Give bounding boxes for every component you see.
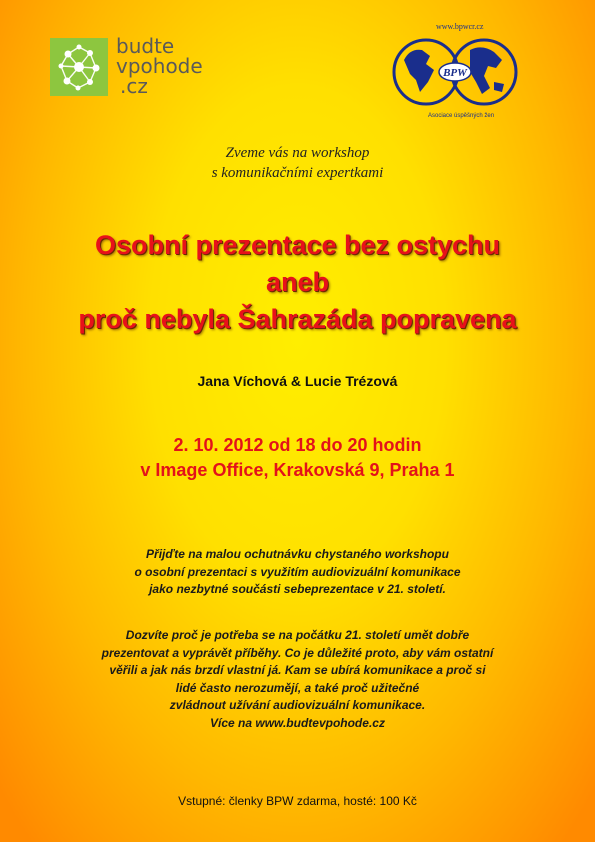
logo-line-2: vpohode: [116, 54, 203, 78]
logo-line-1: budte: [116, 34, 175, 58]
description-paragraph-1: [0, 546, 595, 599]
svg-text:BPW: BPW: [443, 67, 467, 79]
paragraph-line: Přijďte na malou ochutnávku chystaného workshopu: [146, 547, 449, 561]
globe-icon: [390, 30, 520, 120]
logo-wordmark: [116, 36, 203, 96]
invite-line-1: Zveme vás na workshop: [225, 145, 370, 161]
event-date: 2. 10. 2012 od 18 do 20 hodin: [173, 435, 422, 455]
invitation-text: [0, 143, 595, 183]
paragraph-line: jako nezbytné součásti sebeprezentace v 21. století.: [149, 582, 446, 596]
website-line: Více na www.budtevpohode.cz: [210, 715, 385, 730]
title-line-1: Osobní prezentace bez ostychu: [94, 230, 501, 260]
bpw-tagline: Asociace úspěšných žen: [428, 113, 495, 119]
paragraph-line: věřili a jak nás brzdí vlastní já. Kam se ubírá komunikace a proč si: [109, 663, 486, 677]
speakers: Jana Víchová & Lucie Trézová: [197, 373, 398, 389]
paragraph-line: prezentovat a vyprávět příběhy. Co je důležité proto, aby vám ostatní: [101, 645, 494, 660]
paragraph-line: Dozvíte proč je potřeba se na počátku 21. století umět dobře: [125, 628, 470, 642]
title-line-3: proč nebyla Šahrazáda popravena: [78, 304, 517, 334]
event-details: [0, 433, 595, 483]
invite-line-2: s komunikačními expertkami: [211, 165, 384, 181]
paragraph-line: o osobní prezentaci s využitím audiovizuální komunikace: [134, 564, 461, 579]
event-place: v Image Office, Krakovská 9, Praha 1: [140, 460, 455, 480]
description-paragraph-2: [0, 627, 595, 732]
paragraph-line: zvládnout užívání audiovizuální komunikace.: [169, 698, 426, 712]
network-icon: [50, 38, 108, 96]
budtevpohode-logo: [50, 34, 220, 98]
logo-line-3: .cz: [120, 74, 148, 98]
event-title: [0, 227, 595, 338]
admission-fee: Vstupné: členky BPW zdarma, hosté: 100 Kč: [178, 794, 417, 808]
bpw-logo: [390, 22, 520, 119]
paragraph-line: lidé často nerozumějí, a také proč užitečné: [175, 680, 420, 695]
title-line-2: aneb: [265, 267, 330, 297]
bpw-url: www.bpwcr.cz: [436, 22, 484, 31]
